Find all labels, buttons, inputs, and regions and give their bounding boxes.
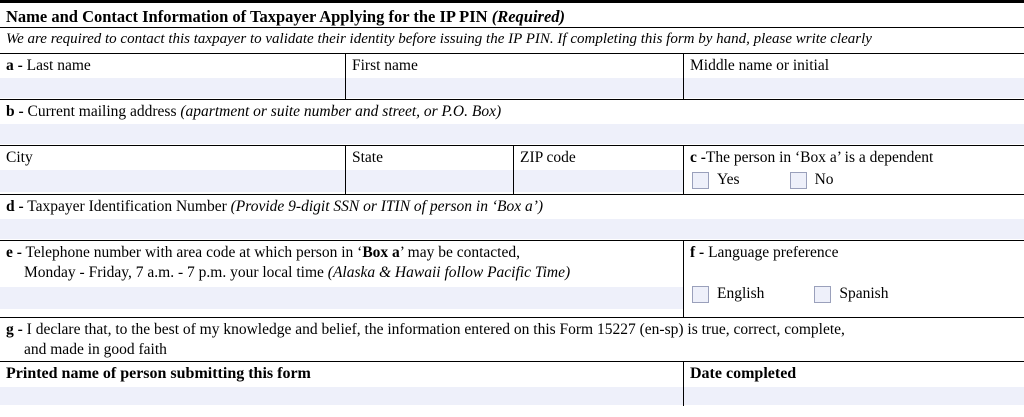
line-d-marker: d - (6, 198, 24, 215)
line-b-row (0, 100, 1024, 145)
dependent-yes-label: Yes (717, 171, 740, 189)
line-e-marker: e - (6, 244, 22, 261)
zip-input[interactable] (514, 170, 683, 192)
line-c-label (684, 146, 1024, 168)
line-e-text-bold: Box a (362, 244, 400, 261)
language-spanish-label: Spanish (839, 285, 889, 303)
line-f-label (684, 241, 1024, 263)
line-b-label-italic: (apartment or suite number and street, or P.O. Box) (180, 103, 502, 120)
date-completed-cell (683, 362, 1024, 406)
section-title-text: Name and Contact Information of Taxpayer Applying for the IP PIN (6, 7, 488, 26)
line-b-label (0, 100, 1024, 122)
section-title-required: (Required) (491, 7, 566, 26)
line-d-label-italic: (Provide 9-digit SSN or ITIN of person in ‘Box a’) (230, 198, 544, 215)
mailing-address-input[interactable] (0, 124, 1024, 144)
line-a-middle-name-label: Middle name or initial (690, 57, 830, 74)
language-english-label: English (717, 285, 765, 303)
instruction-text: We are required to contact this taxpayer to validate their identity before issuing the IP PIN. If completing this form by hand, please write clearly (6, 31, 872, 47)
language-english-checkbox[interactable] (692, 286, 709, 303)
line-b-marker: b - (6, 103, 24, 120)
city-input[interactable] (0, 170, 345, 192)
line-c-options (684, 171, 1024, 189)
line-g-marker: g - (6, 321, 23, 338)
line-c-cell (683, 146, 1024, 194)
line-d-label (0, 195, 1024, 217)
dependent-no-label: No (814, 171, 834, 189)
line-a-last-name-text: Last name (26, 57, 91, 74)
tin-input[interactable] (0, 219, 1024, 239)
line-c-marker: c - (690, 149, 706, 166)
line-e-label-line2 (0, 263, 683, 283)
line-a-last-name-label (0, 54, 345, 76)
line-a-middle-name-cell (683, 54, 1024, 99)
line-a-first-name-label: First name (352, 57, 418, 74)
printed-name-input[interactable] (0, 387, 683, 405)
dependent-no-checkbox[interactable] (790, 172, 807, 189)
line-a-first-name-cell (345, 54, 683, 99)
zip-label: ZIP code (520, 149, 576, 166)
line-g-label-line2 (0, 340, 1024, 360)
line-g-text-line2: and made in good faith (24, 341, 167, 359)
line-e-label (0, 241, 683, 263)
line-g-row (0, 318, 1024, 361)
date-completed-input[interactable] (684, 387, 1024, 405)
line-g-text-line1: I declare that, to the best of my knowledge and belief, the information entered on this Form 15227 (en-sp) is true, correct, complete, (26, 321, 845, 338)
printed-name-label: Printed name of person submitting this form (6, 365, 311, 382)
line-g-label (0, 318, 1024, 340)
line-f-marker: f - (690, 244, 705, 261)
line-e-text-line2: Monday - Friday, 7 a.m. - 7 p.m. your local time (24, 264, 324, 282)
date-completed-label: Date completed (690, 365, 797, 382)
section-title (0, 3, 1024, 30)
line-f-label-text: Language preference (708, 244, 839, 261)
line-d-label-text: Taxpayer Identification Number (27, 198, 227, 215)
line-b-city-row (0, 146, 1024, 194)
footer-row (0, 362, 1024, 406)
middle-name-input[interactable] (684, 78, 1024, 98)
line-a-row (0, 54, 1024, 99)
first-name-input[interactable] (346, 78, 683, 98)
section-title-row (0, 3, 1024, 27)
line-d-row (0, 195, 1024, 240)
line-e-cell (0, 241, 683, 317)
line-f-cell (683, 241, 1024, 317)
line-a-last-name-cell (0, 54, 345, 99)
line-e-text-line2-italic: (Alaska & Hawaii follow Pacific Time) (327, 264, 571, 282)
zip-cell (513, 146, 683, 194)
instruction-row (0, 28, 1024, 53)
line-b-label-text: Current mailing address (27, 103, 177, 120)
line-a-marker: a - (6, 57, 23, 74)
dependent-yes-checkbox[interactable] (692, 172, 709, 189)
state-label: State (352, 149, 383, 166)
language-spanish-checkbox[interactable] (814, 286, 831, 303)
line-e-f-row (0, 241, 1024, 317)
printed-name-cell (0, 362, 683, 406)
line-f-options (684, 285, 1024, 303)
last-name-input[interactable] (0, 78, 345, 98)
city-cell (0, 146, 345, 194)
city-label: City (6, 149, 33, 166)
line-c-label-text: The person in ‘Box a’ is a dependent (705, 149, 934, 166)
line-e-text-part2: ’ may be contacted, (399, 244, 520, 261)
state-cell (345, 146, 513, 194)
line-e-text-part1: Telephone number with area code at which person in ‘ (25, 244, 363, 261)
state-input[interactable] (346, 170, 513, 192)
phone-input[interactable] (0, 287, 683, 309)
